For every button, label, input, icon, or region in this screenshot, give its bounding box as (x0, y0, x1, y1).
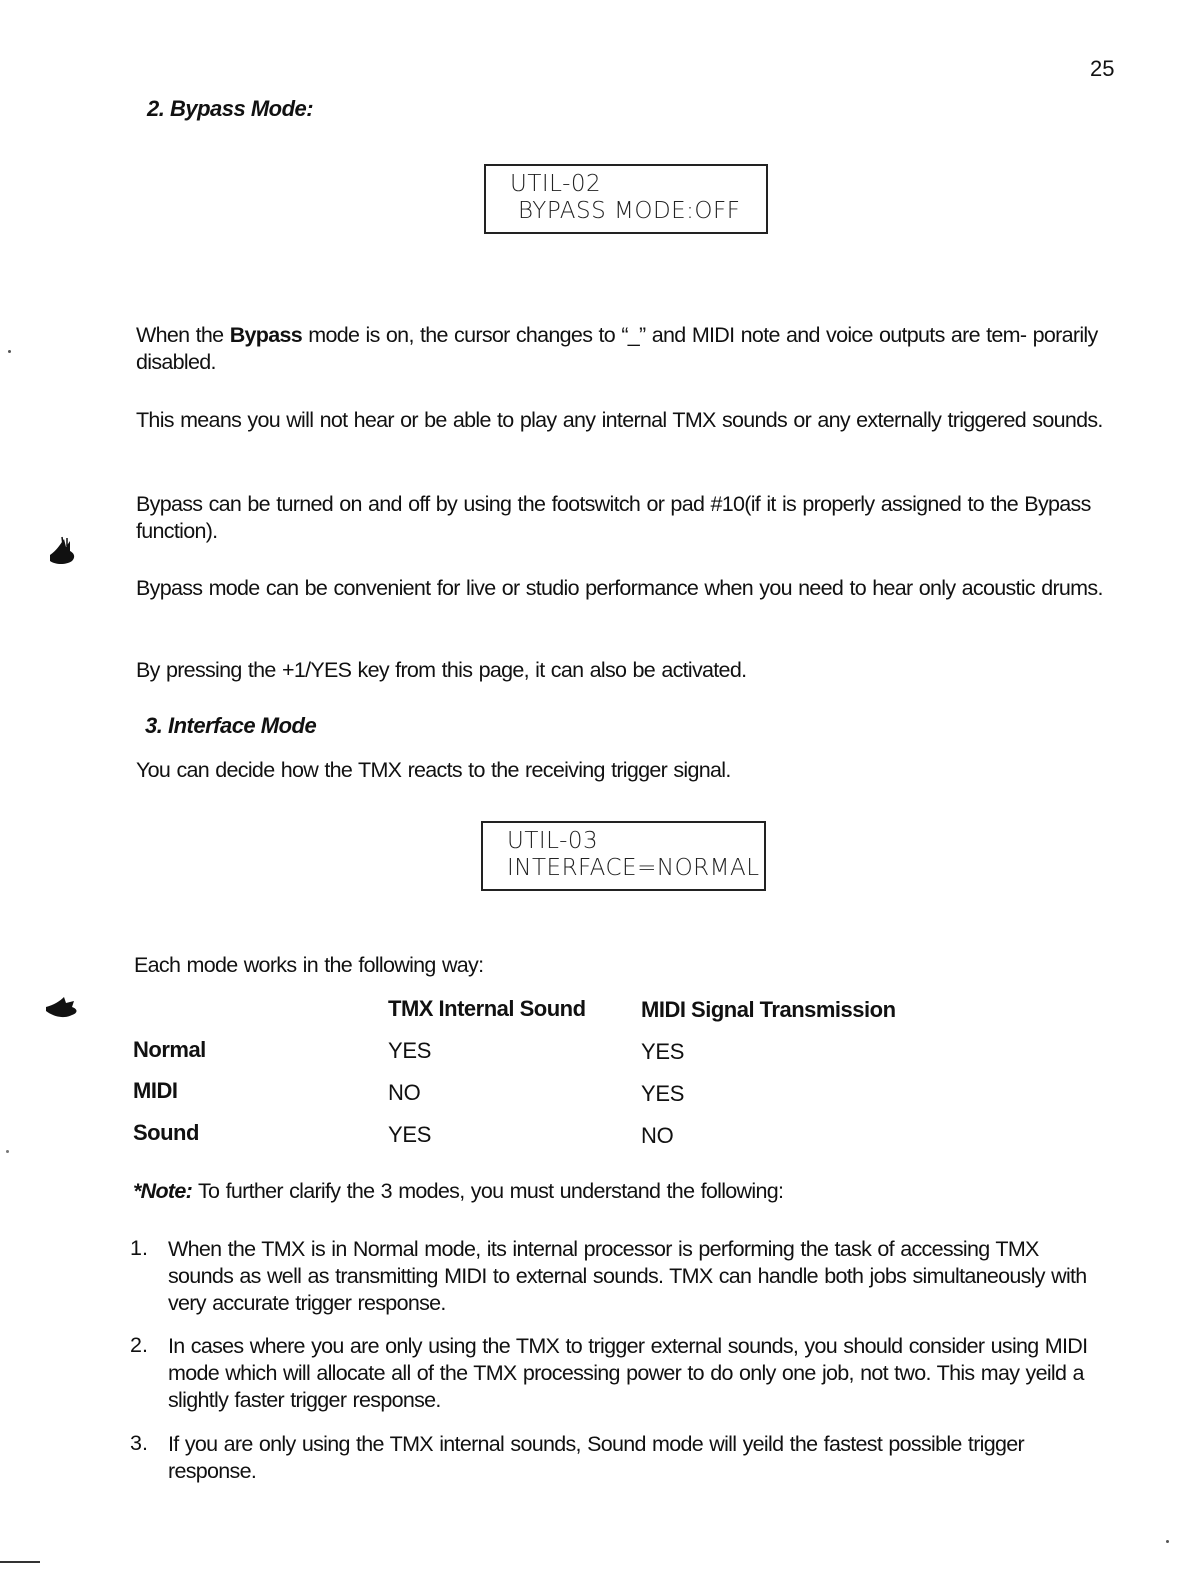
table-header-midi-transmission: MIDI Signal Transmission (641, 997, 896, 1022)
bypass-paragraph-4: Bypass mode can be convenient for live or studio performance when you need to hear only acoustic drums. (136, 576, 1103, 600)
list-item-number: 3. (130, 1431, 148, 1455)
p1-text-start: When the (136, 323, 230, 347)
table-cell: NO (388, 1080, 421, 1105)
bypass-paragraph-1 (136, 322, 1111, 376)
bypass-paragraph-2: This means you will not hear or be able to play any internal TMX sounds or any externally triggered sounds. (136, 408, 1103, 432)
list-item: When the TMX is in Normal mode, its internal processor is performing the task of accessing TMX sounds as well as transmitting MIDI to external sounds. TMX can handle both jobs simultaneously with very accurate trigger response. (168, 1237, 1087, 1315)
scan-speck (8, 350, 11, 353)
table-row-label: MIDI (133, 1078, 178, 1103)
table-cell: YES (388, 1122, 432, 1147)
table-cell: YES (641, 1081, 685, 1106)
lcd-line-1: UTIL-03 (507, 828, 599, 854)
table-header-internal-sound: TMX Internal Sound (388, 996, 586, 1021)
note-label: *Note: (133, 1179, 193, 1203)
list-item-number: 2. (130, 1333, 148, 1357)
lcd-line-2: INTERFACE=NORMAL (507, 855, 760, 881)
interface-intro: You can decide how the TMX reacts to the receiving trigger signal. (136, 758, 731, 782)
table-intro: Each mode works in the following way: (134, 953, 484, 977)
list-item: In cases where you are only using the TMX to trigger external sounds, you should consider using MIDI mode which will allocate all of the TMX processing power to do only one job, not two. This may yeild a slightly faster trigger response. (168, 1334, 1088, 1412)
p1-text-end: mode is on, the cursor changes to “_” and MIDI note and voice outputs are tem- porarily disabled. (136, 323, 1098, 374)
margin-arrow-mark-icon (44, 995, 80, 1021)
note-paragraph (133, 1178, 1108, 1205)
scan-speck (1166, 1540, 1169, 1543)
list-item-number: 1. (130, 1236, 148, 1260)
page-number: 25 (1090, 56, 1115, 81)
note-text: To further clarify the 3 modes, you must understand the following: (192, 1179, 784, 1203)
scan-speck (6, 1150, 9, 1153)
interface-mode-heading: 3. Interface Mode (145, 713, 317, 738)
margin-hand-mark-icon (46, 535, 80, 569)
lcd-line-1: UTIL-02 (510, 171, 602, 197)
table-cell: YES (641, 1039, 685, 1064)
bypass-paragraph-5: By pressing the +1/YES key from this page, it can also be activated. (136, 658, 747, 682)
lcd-line-2: BYPASS MODE:OFF (518, 198, 741, 224)
bypass-mode-heading: 2. Bypass Mode: (147, 96, 314, 121)
table-row-label: Sound (133, 1120, 199, 1145)
list-item: If you are only using the TMX internal sounds, Sound mode will yeild the fastest possible trigger response. (168, 1432, 1024, 1483)
p1-bold-bypass: Bypass (229, 323, 302, 347)
bypass-paragraph-3: Bypass can be turned on and off by using the footswitch or pad #10(if it is properly assigned to the Bypass function). (136, 492, 1091, 543)
table-cell: NO (641, 1123, 674, 1148)
lcd-display-util-02 (484, 164, 768, 234)
table-cell: YES (388, 1038, 432, 1063)
table-row-label: Normal (133, 1037, 206, 1062)
lcd-display-util-03 (481, 821, 766, 891)
scan-edge-line (0, 1561, 40, 1563)
